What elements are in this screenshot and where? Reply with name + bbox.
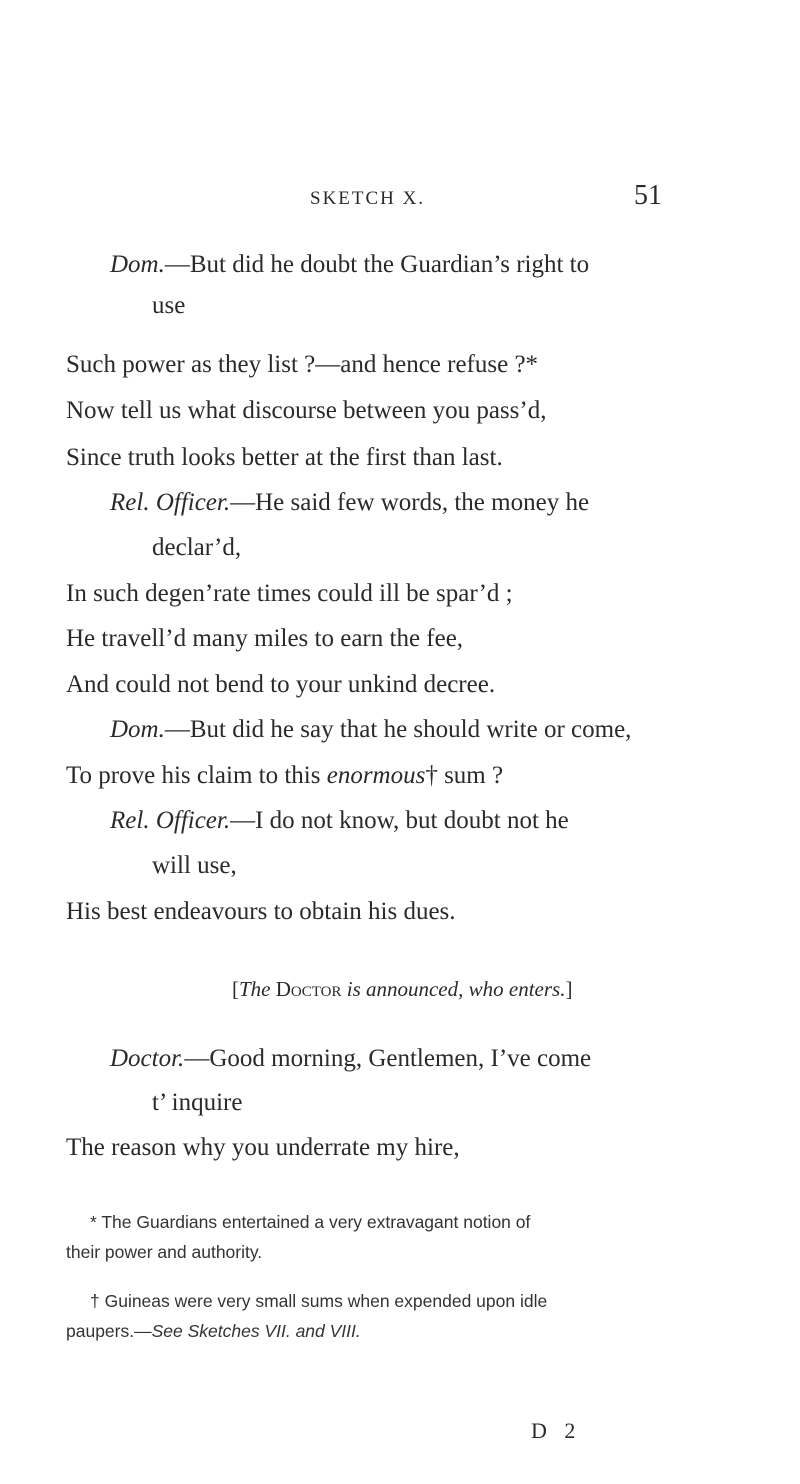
verse-line: Rel. Officer.—He said few words, the money he [110, 489, 590, 516]
verse-line: declar’d, [152, 534, 242, 561]
verse-line: And could not bend to your unkind decree. [66, 671, 496, 698]
verse-line: Rel. Officer.—I do not know, but doubt not he [110, 807, 569, 834]
verse-line: use [152, 292, 186, 319]
verse-line: The reason why you underrate my hire, [66, 1134, 460, 1161]
verse-line: In such degen’rate times could ill be spar’d ; [66, 580, 513, 607]
speaker: Rel. Officer. [110, 489, 231, 516]
speaker: Rel. Officer. [110, 807, 231, 834]
page-number: 51 [634, 180, 662, 211]
verse-line: He travell’d many miles to earn the fee, [66, 625, 464, 652]
verse-line: Doctor.—Good morning, Gentlemen, I’ve come [110, 1045, 592, 1072]
footnote: * The Guardians entertained a very extravagant notion of [90, 1212, 531, 1232]
verse-line: Dom.—But did he say that he should write or come, [110, 716, 632, 743]
verse-line: Such power as they list ?—and hence refuse ?* [66, 351, 539, 378]
verse-line: will use, [152, 852, 237, 879]
verse-line: To prove his claim to this enormous† sum ? [66, 762, 504, 789]
signature-mark: D 2 [531, 1418, 582, 1443]
footnote-continuation: paupers.—See Sketches VII. and VIII. [66, 1321, 361, 1341]
emphasis: enormous [326, 762, 426, 789]
speaker: Dom. [110, 716, 165, 743]
verse-line: Since truth looks better at the first than last. [66, 444, 503, 471]
footnote: † Guineas were very small sums when expended upon idle [90, 1291, 548, 1311]
verse-line: Now tell us what discourse between you pass’d, [66, 397, 547, 424]
verse-line: His best endeavours to obtain his dues. [66, 898, 456, 925]
verse-line: Dom.—But did he doubt the Guardian’s right to [110, 251, 590, 278]
speaker: Doctor. [110, 1045, 185, 1072]
footnote-continuation: their power and authority. [66, 1242, 263, 1262]
running-title: SKETCH X. [310, 188, 426, 209]
speaker: Dom. [110, 251, 165, 278]
stage-direction: [The Doctor is announced, who enters.] [232, 977, 573, 1001]
verse-line: t’ inquire [152, 1089, 243, 1116]
